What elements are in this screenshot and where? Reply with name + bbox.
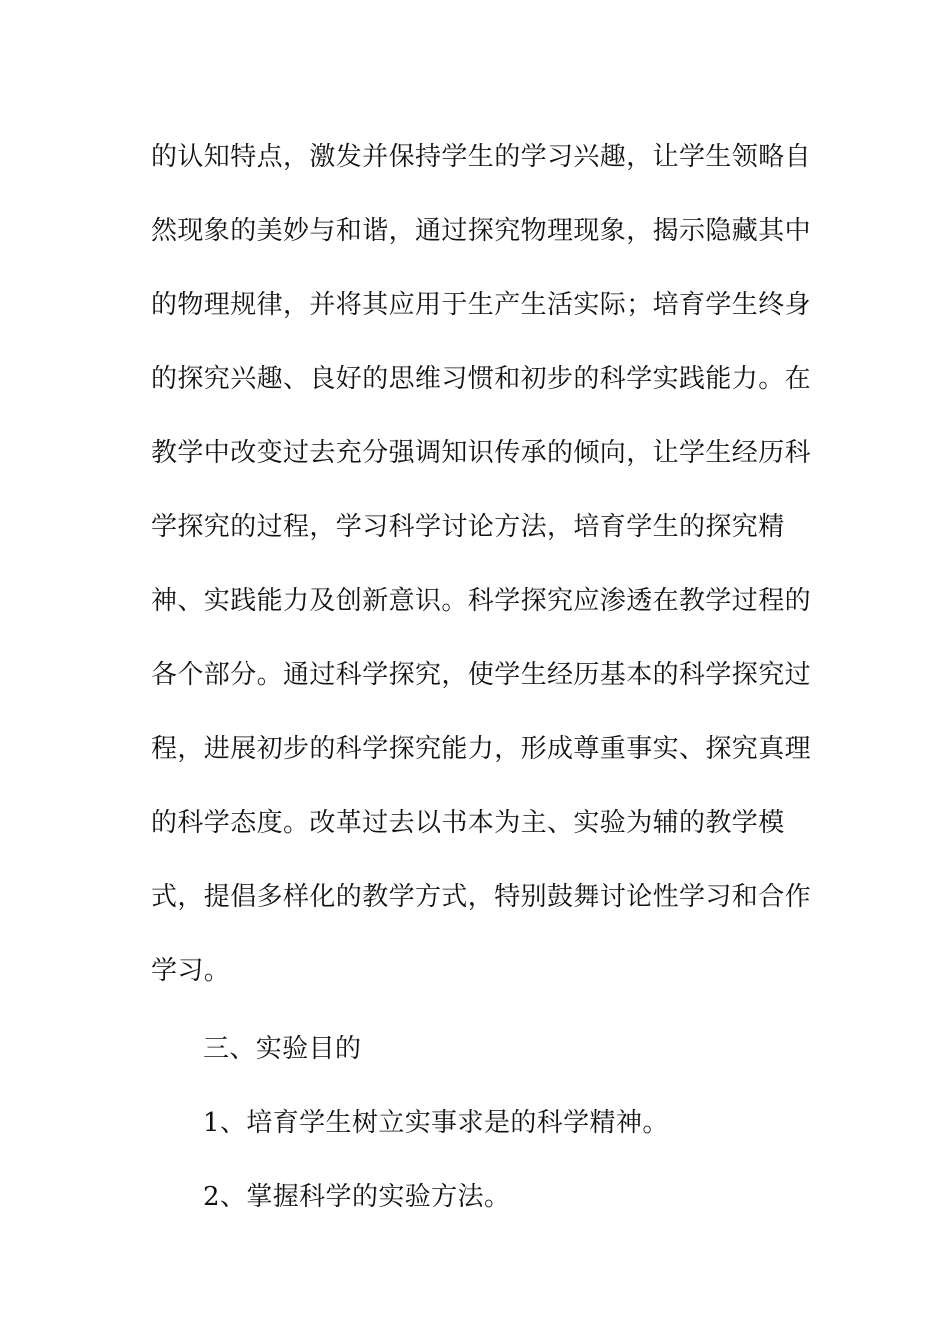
list-item: 1、培育学生树立实事求是的科学精神。 — [203, 1108, 669, 1138]
paragraph-line: 教学中改变过去充分强调知识传承的倾向，让学生经历科 — [151, 438, 812, 468]
paragraph-line: 然现象的美妙与和谐，通过探究物理现象，揭示隐藏其中 — [151, 216, 812, 246]
paragraph-line: 的物理规律，并将其应用于生产生活实际；培育学生终身 — [151, 290, 812, 320]
paragraph-line: 各个部分。通过科学探究，使学生经历基本的科学探究过 — [151, 660, 812, 690]
paragraph-line: 的科学态度。改革过去以书本为主、实验为辅的教学模 — [151, 808, 785, 838]
paragraph-line: 学习。 — [151, 956, 231, 986]
list-item: 2、掌握科学的实验方法。 — [203, 1182, 511, 1212]
paragraph-line: 的探究兴趣、良好的思维习惯和初步的科学实践能力。在 — [151, 364, 812, 394]
paragraph-line: 的认知特点，激发并保持学生的学习兴趣，让学生领略自 — [151, 142, 812, 172]
paragraph-line: 程，进展初步的科学探究能力，形成尊重事实、探究真理 — [151, 734, 812, 764]
section-heading: 三、实验目的 — [203, 1034, 362, 1064]
paragraph-line: 学探究的过程，学习科学讨论方法，培育学生的探究精 — [151, 512, 785, 542]
paragraph-line: 式，提倡多样化的教学方式，特别鼓舞讨论性学习和合作 — [151, 882, 812, 912]
paragraph-line: 神、实践能力及创新意识。科学探究应渗透在教学过程的 — [151, 586, 812, 616]
